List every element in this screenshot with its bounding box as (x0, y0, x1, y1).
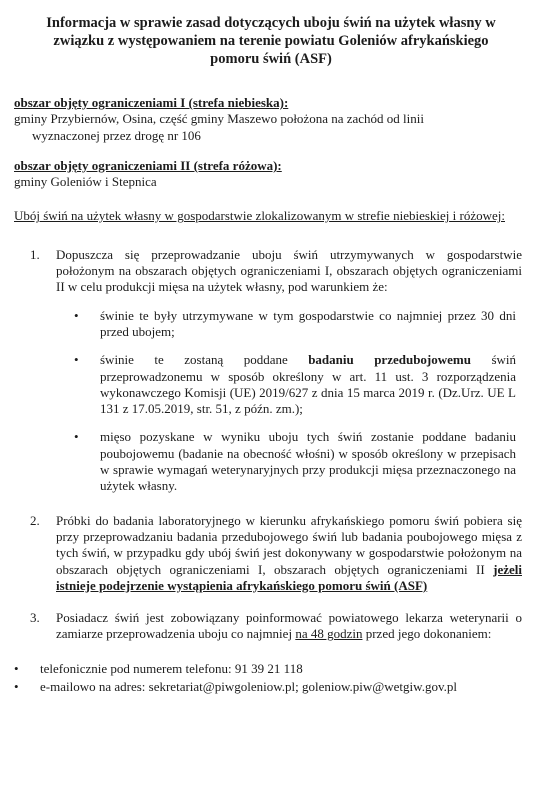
list-item-2-text (56, 513, 528, 594)
bullet-item (56, 352, 522, 417)
title-line-3: pomoru świń (ASF) (210, 51, 332, 67)
bullet-marker: • (74, 352, 79, 368)
zone-2-body: gminy Goleniów i Stepnica (14, 174, 157, 190)
conditions-bullets (56, 308, 522, 495)
list-item-3-text (56, 610, 528, 643)
conditions-list (14, 247, 528, 696)
list-item-2-number: 2. (30, 512, 40, 528)
list-item-3 (14, 610, 528, 643)
list-item-1-number: 1. (30, 246, 40, 262)
bullet-item (56, 308, 522, 341)
title-line-1: Informacja w sprawie zasad dotyczących uboju świń na użytek własny w (46, 15, 496, 31)
list-item-2 (14, 513, 528, 594)
list-item-2-emphasis: jeżeli istnieje podejrzenie wystąpienia afrykańskiego pomoru świń (ASF) (56, 561, 522, 593)
list-item-3-rest: przed jego dokonaniem: (362, 626, 492, 642)
bullet-marker: • (74, 307, 79, 323)
contact-phone-item (14, 661, 528, 677)
contact-phone: telefonicznie pod numerem telefonu: 91 39 21 118 (40, 660, 303, 676)
bullet-2-lead: świnie te zostaną poddane (100, 352, 309, 368)
bullet-2-rest: świń przeprowadzonemu w sposób określony w art. 11 ust. 3 rozporządzenia wykonawczego Komisji (UE) 2019/627 z dnia 15 marca 2019 r. (Dz.Urz. UE L 131 z 17.05.2019, str. 51, z późn. zm.); (100, 352, 517, 417)
zone-2-heading: obszar objęty ograniczeniami II (strefa różowa): (14, 157, 282, 173)
zone-1-section (14, 95, 528, 144)
zone-1-line-1: gminy Przybiernów, Osina, część gminy Maszewo położona na zachód od linii (14, 111, 424, 127)
bullet-text-3: mięso pozyskane w wyniku uboju tych świń zostanie poddane badaniu poubojowemu (badanie na obecność włośni) w sposób określony w przepisach w sprawie wymagań weterynaryjnych przy produkcji mięsa przeznaczonego na użytek własny. (100, 429, 516, 494)
zone-1-heading: obszar objęty ograniczeniami I (strefa niebieska): (14, 95, 289, 110)
bullet-marker: • (14, 679, 19, 695)
list-item-1-text: Dopuszcza się przeprowadzanie uboju świń utrzymywanych w gospodarstwie położonym na obszarach objętych ograniczeniami I, obszarach objętych ograniczeniami II w celu produkcji mięsa na użytek własny, pod warunkiem że: (56, 246, 522, 295)
intro-paragraph: Ubój świń na użytek własny w gospodarstwie zlokalizowanym w strefie niebieskiej i różowej: (14, 208, 505, 224)
document-title (14, 14, 528, 68)
title-line-2: związku z występowaniem na terenie powiatu Goleniów afrykańskiego (53, 33, 489, 49)
contact-email-item (14, 679, 528, 695)
bullet-marker: • (74, 429, 79, 445)
bullet-marker: • (14, 660, 19, 676)
zone-1-line-2: wyznaczonej przez drogę nr 106 (32, 127, 201, 143)
bullet-text-2 (100, 352, 522, 417)
list-item-1 (14, 247, 528, 507)
list-item-3-number: 3. (30, 610, 40, 626)
bullet-2-emphasis: badaniu przedubojowemu (308, 352, 471, 368)
list-item-2-body: Próbki do badania laboratoryjnego w kierunku afrykańskiego pomoru świń pobiera się przy przeprowadzaniu badania przedubojowego świń lub badania poubojowego mięsa z tych świń, w przypadku gdy ubój świń jest dokonywany w gospodarstwie położonym na obszarach objętych ograniczeniami I, obszarach objętych ograniczeniami II (56, 512, 522, 577)
contact-list (14, 661, 528, 696)
zone-2-section (14, 158, 528, 191)
list-item-3-lead: Posiadacz świń jest zobowiązany poinformować powiatowego lekarza weterynarii o zamiarze przeprowadzenia uboju co najmniej (56, 610, 522, 642)
bullet-item (56, 429, 522, 494)
contact-email: e-mailowo na adres: sekretariat@piwgoleniow.pl; goleniow.piw@wetgiw.gov.pl (40, 679, 457, 695)
list-item-3-deadline: na 48 godzin (295, 626, 363, 642)
bullet-text-1: świnie te były utrzymywane w tym gospodarstwie co najmniej przez 30 dni przed ubojem; (100, 307, 516, 339)
